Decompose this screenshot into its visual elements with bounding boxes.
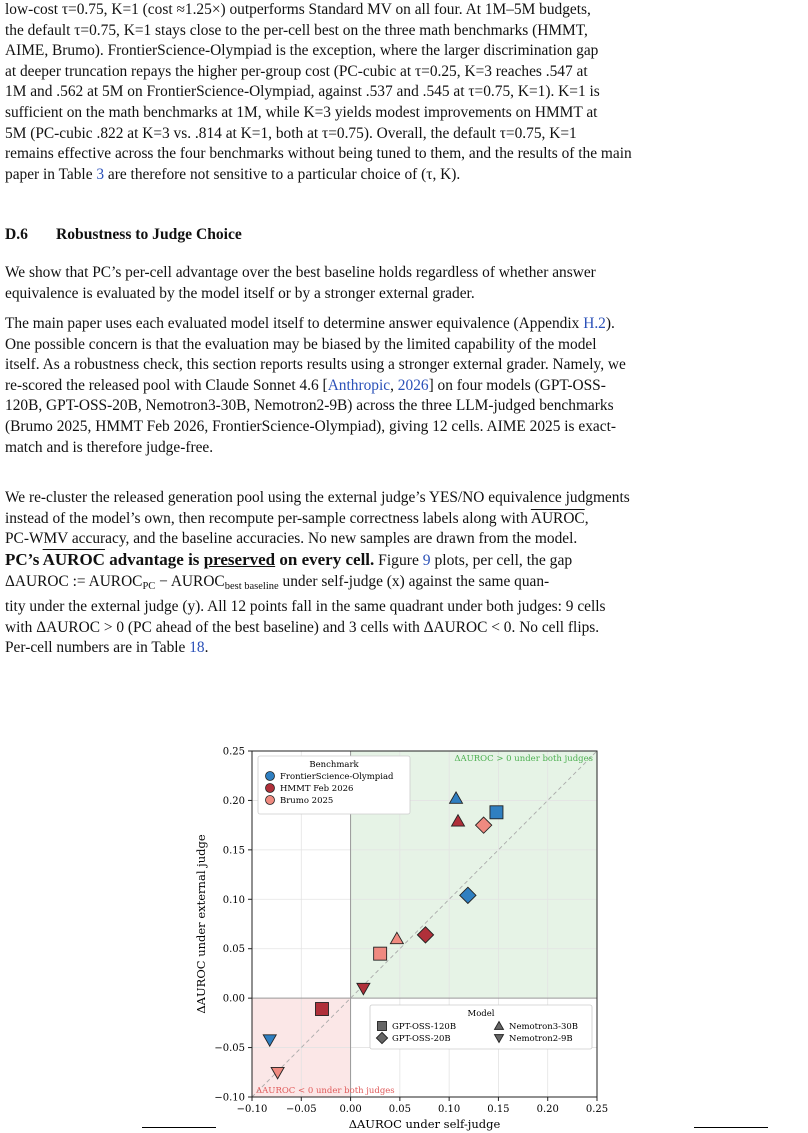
line: We show that PC’s per-cell advantage over the best baseline holds regardless of whether answer [5,264,596,281]
text: re-scored the released pool with Claude Sonnet 4.6 [ [5,376,328,394]
x-tick-label: 0.00 [339,1104,362,1115]
text: , [390,376,398,394]
y-tick-label: 0.05 [222,944,245,956]
line: low-cost τ=0.75, K=1 (cost ≈1.25×) outperforms Standard MV on all four. At 1M–5M budgets, [5,1,591,18]
line [5,376,801,397]
text: Figure [374,552,423,569]
benchmark-legend-label: FrontierScience-Olympiad [280,772,394,782]
model-legend-title: Model [467,1009,495,1019]
line: AIME, Brumo). FrontierScience-Olympiad is the exception, where the larger discrimination gap [5,42,599,60]
model-legend-swatch [378,1022,387,1031]
y-tick-label: −0.05 [214,1043,245,1055]
paragraph-4 [5,550,801,659]
text: , [584,509,589,527]
text: The main paper uses each evaluated model itself to determine answer equivalence (Appendix [5,315,584,332]
section-heading [5,226,242,244]
text: are therefore not sensitive to a particular choice of (τ, K). [104,165,461,183]
x-tick-label: 0.10 [438,1104,461,1115]
subscript: best baseline [224,580,279,592]
figure-ref-link[interactable]: 9 [422,552,431,569]
text: . [204,639,209,657]
line [5,550,801,572]
line [5,638,801,659]
benchmark-legend-swatch [266,772,275,781]
text: instead of the model’s own, then recompute per-sample correctness labels along with [5,509,531,527]
x-tick-label: 0.05 [388,1104,411,1115]
line: remains effective across the four benchmarks without being tuned to them, and the results of the main [5,145,632,163]
model-legend-label: GPT-OSS-20B [392,1034,451,1044]
data-point [490,806,503,819]
line: sufficient on the math benchmarks at 1M, while K=3 yields modest improvements on HMMT at [5,103,598,121]
line [5,509,801,530]
section-title: Robustness to Judge Choice [56,226,242,243]
y-tick-label: 0.25 [222,746,245,758]
y-tick-label: 0.10 [222,894,245,906]
text: Per-cell numbers are in Table [5,639,190,657]
line: One possible concern is that the evaluation may be biased by the limited capability of the model [5,335,597,353]
x-tick-label: −0.10 [236,1104,268,1115]
data-point [374,947,387,960]
text: paper in Table [5,165,97,183]
line: 1M and .562 at 5M on FrontierScience-Olympiad, against .537 and .545 at τ=0.75, K=1). K=1 is [5,83,600,101]
negative-region-label: ΔAUROC < 0 under both judges [256,1086,395,1096]
table-ref-link[interactable]: 3 [96,165,105,183]
text: PC’s [5,550,43,569]
x-tick-label: 0.20 [536,1104,559,1115]
line: with ΔAUROC > 0 (PC ahead of the best baseline) and 3 cells with ΔAUROC < 0. No cell flips. [5,618,600,636]
y-tick-label: −0.10 [214,1092,245,1104]
positive-region-label: ΔAUROC > 0 under both judges [454,754,593,764]
x-axis-label: ΔAUROC under self-judge [348,1117,501,1131]
citation-year-link[interactable]: 2026 [397,376,429,394]
y-tick-label: 0.15 [222,845,245,857]
line [5,572,801,598]
x-tick-label: 0.25 [585,1104,609,1115]
text: ΔAUROC := AUROC [5,572,143,590]
line [5,165,801,186]
paragraph-3 [5,488,801,550]
scatter-figure [190,736,620,1131]
section-number: D.6 [5,226,28,243]
table-ref-link[interactable]: 18 [189,639,205,657]
top-paragraph [5,0,801,185]
line: the default τ=0.75, K=1 stays close to the per-cell best on the three math benchmarks (HMMT, [5,21,588,39]
benchmark-legend-swatch [266,796,275,805]
benchmark-legend-label: Brumo 2025 [280,796,334,806]
footnote-rule-right [694,1127,768,1128]
text: ] on four models (GPT-OSS- [428,376,606,394]
text: ). [605,315,615,332]
line: tity under the external judge (y). All 12 points fall in the same quadrant under both judges: 9 cells [5,598,606,616]
line: at deeper truncation repays the higher per-group cost (PC-cubic at τ=0.25, K=3 reaches .547 at [5,62,588,80]
line: itself. As a robustness check, this section reports results using a stronger external grader. Namely, we [5,356,626,374]
x-tick-label: −0.05 [285,1104,317,1115]
line: equivalence is evaluated by the model itself or by a stronger external grader. [5,284,475,302]
model-legend-label: Nemotron2-9B [509,1034,573,1044]
text: preserved [203,550,276,569]
line: match and is therefore judge-free. [5,438,214,456]
benchmark-legend-swatch [266,784,275,793]
math-auroc: AUROC [530,509,585,527]
y-tick-label: 0.00 [222,993,245,1005]
paragraph-1 [5,263,801,304]
line: 5M (PC-cubic .822 at K=3 vs. .814 at K=1, both at τ=0.75). Overall, the default τ=0.75, K=1 [5,124,577,142]
text: advantage is [104,550,204,569]
subscript: PC [142,580,156,592]
text: under self-judge (x) against the same quan- [278,572,550,590]
appendix-ref-link[interactable]: H.2 [583,315,606,332]
line: (Brumo 2025, HMMT Feb 2026, FrontierScience-Olympiad), giving 12 cells. AIME 2025 is exact- [5,417,616,435]
x-tick-label: 0.15 [487,1104,510,1115]
model-legend-label: Nemotron3-30B [509,1022,579,1032]
citation-link[interactable]: Anthropic [327,376,391,394]
line: We re-cluster the released generation pool using the external judge’s YES/NO equivalence judgments [5,489,630,506]
line: 120B, GPT-OSS-20B, Nemotron3-30B, Nemotron2-9B) across the three LLM-judged benchmarks [5,397,614,415]
math-auroc: AUROC [42,550,105,569]
benchmark-legend-title: Benchmark [309,760,359,770]
data-point [315,1003,328,1016]
y-axis-label: ΔAUROC under external judge [194,834,208,1014]
text: − AUROC [155,572,225,590]
text: plots, per cell, the gap [430,552,573,569]
footnote-rule-left [142,1127,216,1128]
line [5,314,801,335]
text: on every cell. [275,550,375,569]
y-tick-label: 0.20 [222,795,245,807]
bold-heading [5,550,374,569]
model-legend-label: GPT-OSS-120B [392,1022,457,1032]
paragraph-2 [5,314,801,458]
benchmark-legend-label: HMMT Feb 2026 [280,784,354,794]
line: PC-WMV accuracy, and the baseline accuracies. No new samples are drawn from the model. [5,530,578,548]
